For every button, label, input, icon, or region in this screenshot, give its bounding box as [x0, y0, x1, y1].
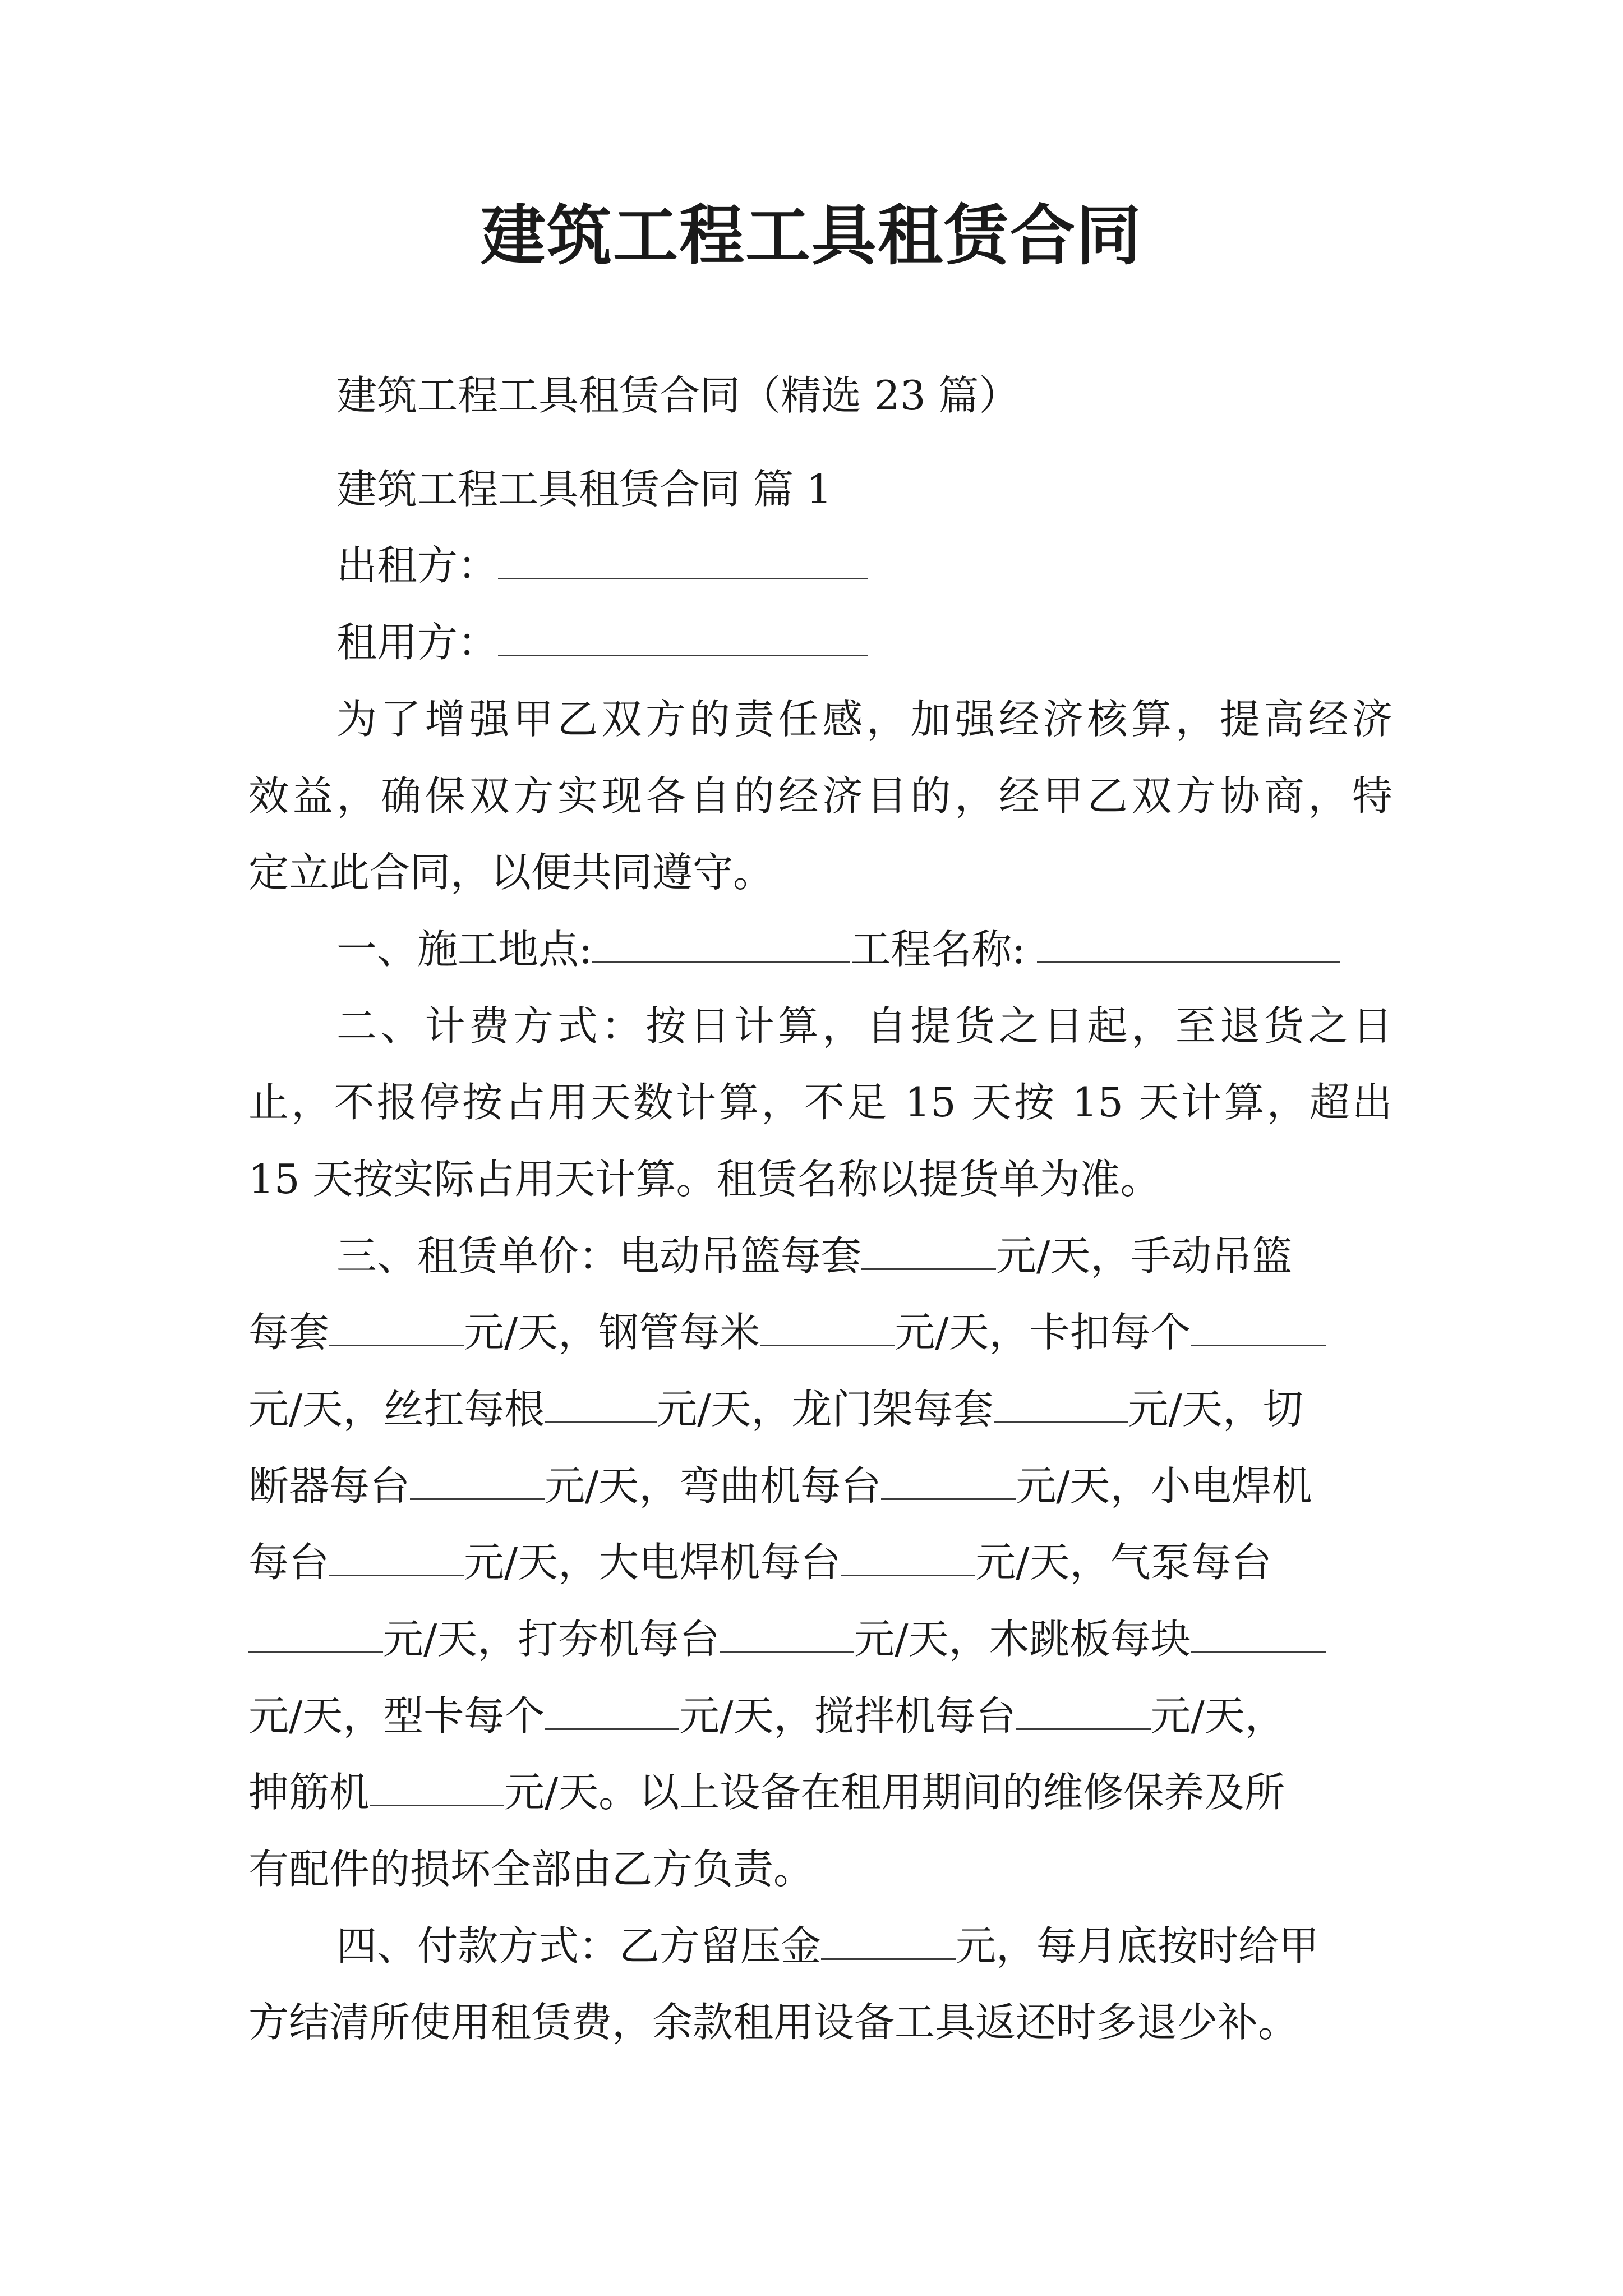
price-blank[interactable]: [1016, 1691, 1151, 1730]
clause-price-line: [248, 1688, 1393, 1744]
price-blank[interactable]: [841, 1538, 975, 1576]
price-text: 三、租赁单价：电动吊篮每套: [336, 1232, 862, 1280]
lessor-line: [336, 537, 1393, 593]
clause-price-line: [248, 1611, 1393, 1667]
document-title: 建筑工程工具租赁合同: [481, 197, 1142, 274]
intro-line: 为了增强甲乙双方的责任感，加强经济核算，提高经济: [336, 696, 1393, 743]
price-text: 元/天，龙门架每套: [657, 1386, 994, 1433]
lessee-blank[interactable]: [498, 618, 868, 656]
price-blank[interactable]: [994, 1384, 1128, 1423]
deposit-blank[interactable]: [821, 1921, 956, 1960]
clause-price-line: [248, 1764, 1393, 1820]
clause-price-line: [336, 1228, 1393, 1284]
project-name-label: 工程名称:: [850, 926, 1026, 973]
price-blank[interactable]: [410, 1461, 545, 1500]
price-blank[interactable]: [720, 1614, 854, 1653]
section-heading: 建筑工程工具租赁合同 篇 1: [336, 466, 832, 513]
intro-line: 定立此合同，以便共同遵守。: [248, 849, 774, 896]
price-blank[interactable]: [545, 1384, 657, 1423]
price-text: 元/天，气泵每台: [975, 1539, 1272, 1586]
price-blank[interactable]: [760, 1308, 895, 1346]
clause-payment-line: [336, 1918, 1393, 1974]
price-blank[interactable]: [248, 1614, 383, 1653]
price-blank[interactable]: [1191, 1614, 1326, 1653]
price-text: 元/天，弯曲机每台: [545, 1462, 882, 1510]
price-blank[interactable]: [329, 1538, 464, 1576]
price-blank[interactable]: [545, 1691, 679, 1730]
price-text: 元/天，: [1150, 1692, 1285, 1740]
price-blank[interactable]: [1191, 1308, 1326, 1346]
price-blank[interactable]: [329, 1308, 464, 1346]
clause-billing-line: 15 天按实际占用天计算。租赁名称以提货单为准。: [248, 1156, 1161, 1203]
clause-price-line: [248, 1458, 1393, 1514]
price-text: 元/天，卡扣每个: [895, 1309, 1191, 1356]
lessor-blank[interactable]: [498, 541, 868, 579]
price-text: 元/天，切: [1128, 1386, 1303, 1433]
price-blank[interactable]: [370, 1768, 504, 1806]
price-text: 元/天，丝扛每根: [248, 1386, 545, 1433]
price-text: 断器每台: [248, 1462, 411, 1510]
price-text: 每台: [248, 1539, 330, 1586]
price-text: 元/天，小电焊机: [1016, 1462, 1312, 1510]
clause-price-line: [248, 1304, 1393, 1360]
price-text: 元/天，打夯机每台: [383, 1616, 720, 1663]
price-text: 元/天，钢管每米: [464, 1309, 760, 1356]
clause-site: [336, 921, 1393, 977]
price-text: 抻筋机: [248, 1769, 370, 1816]
site-blank[interactable]: [592, 924, 850, 963]
clause-price-line: [248, 1534, 1393, 1590]
price-text: 元/天，型卡每个: [248, 1692, 545, 1740]
price-text: 元/天，大电焊机每台: [464, 1539, 841, 1586]
lessee-line: [336, 614, 1393, 670]
project-name-blank[interactable]: [1037, 924, 1340, 963]
site-label: 一、施工地点:: [336, 926, 593, 973]
price-text: 元/天，木跳板每块: [854, 1616, 1191, 1663]
clause-payment-line: 方结清所使用租赁费，余款租用设备工具返还时多退少补。: [248, 1999, 1299, 2046]
lessor-label: 出租方：: [336, 542, 499, 589]
price-text: 元/天。以上设备在租用期间的维修保养及所: [504, 1769, 1285, 1816]
document-subtitle: 建筑工程工具租赁合同（精选 23 篇）: [336, 372, 1020, 419]
clause-price-line: 有配件的损坏全部由乙方负责。: [248, 1846, 814, 1893]
price-text: 元/天，搅拌机每台: [679, 1692, 1016, 1740]
payment-text: 四、付款方式：乙方留压金: [336, 1922, 822, 1970]
payment-text: 元，每月底按时给甲: [956, 1922, 1320, 1970]
clause-price-line: [248, 1381, 1393, 1437]
clause-billing-line: 二、计费方式：按日计算，自提货之日起，至退货之日: [336, 1002, 1393, 1050]
price-text: 每套: [248, 1309, 330, 1356]
clause-billing-line: 止，不报停按占用天数计算，不足 15 天按 15 天计算，超出: [248, 1079, 1393, 1126]
intro-line: 效益，确保双方实现各自的经济目的，经甲乙双方协商，特: [248, 772, 1393, 820]
price-blank[interactable]: [861, 1231, 996, 1270]
price-blank[interactable]: [881, 1461, 1016, 1500]
price-text: 元/天，手动吊篮: [996, 1232, 1293, 1280]
lessee-label: 租用方：: [336, 619, 499, 666]
